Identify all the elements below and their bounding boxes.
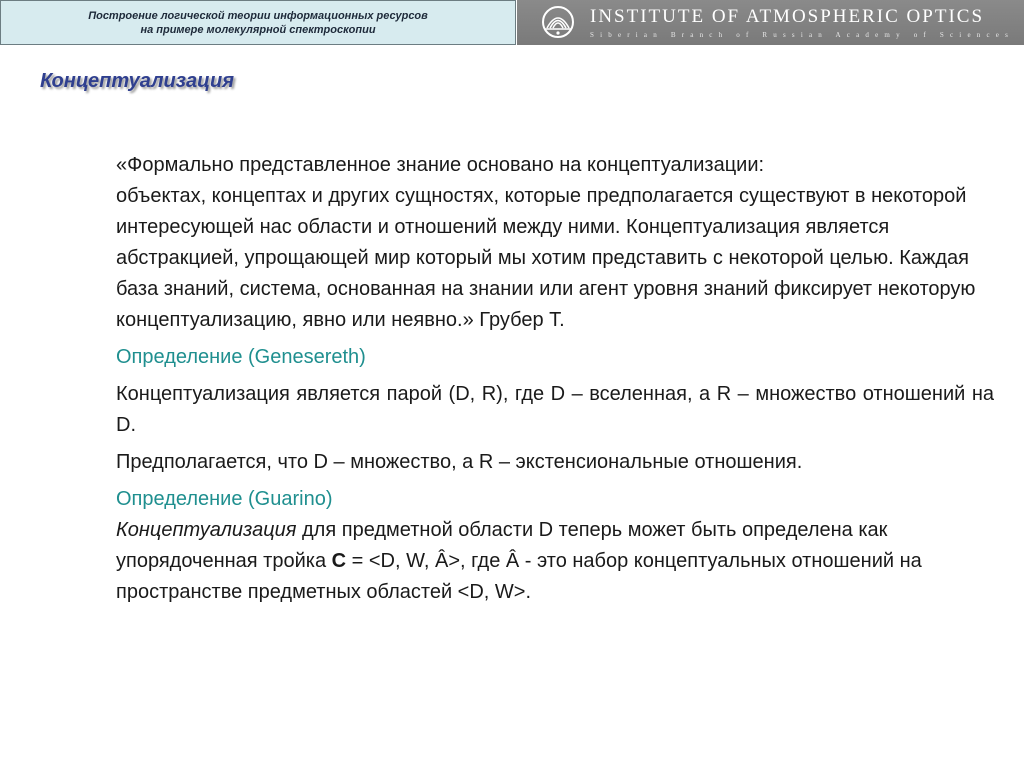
definition-genesereth-note: Предполагается, что D – множество, а R – экстенсиональные отношения. <box>116 451 803 473</box>
header-topic-line1: Построение логической теории информационных ресурсов <box>88 9 428 22</box>
institute-subtitle: Siberian Branch of Russian Academy of Sciences <box>590 31 1014 39</box>
definition-genesereth-text: Концептуализация является парой (D, R), где D – вселенная, а R – множество отношений на D. <box>116 383 994 436</box>
header-institute-panel <box>517 0 1024 45</box>
institute-name: INSTITUTE OF ATMOSPHERIC OPTICS <box>590 6 985 27</box>
definition-guarino-triple-symbol: C <box>331 550 347 572</box>
slide-title: Концептуализация <box>40 70 235 92</box>
definition-guarino-text <box>116 515 994 608</box>
header-topic-line2: на примере молекулярной спектроскопии <box>140 23 376 36</box>
definition-genesereth-heading: Определение (Genesereth) <box>116 346 366 368</box>
definition-guarino-term: Концептуализация <box>116 519 297 541</box>
header-topic-panel <box>0 0 516 45</box>
definition-guarino-text-b: = <D, W, Â>, где Â - это набор концептуальных отношений на пространстве предметных областей <D, W>. <box>116 550 922 603</box>
quote-body: объектах, концептах и других сущностях, которые предполагается существуют в некоторой интересующей нас области и отношений между ними. Концептуализация является абстракцией, упрощающей мир который мы хотим представить с некоторой целью. Каждая база знаний, система, основанная на знании или агент уровня знаний фиксирует некоторую концептуализацию, явно или неявно.» Грубер Т. <box>116 185 976 331</box>
definition-guarino-text-a: для предметной области D теперь может быть определена как упорядоченная тройка <box>116 519 888 572</box>
slide-content <box>116 150 994 614</box>
iao-shell-logo-icon <box>539 4 577 40</box>
definition-guarino-heading: Определение (Guarino) <box>116 488 333 510</box>
quote-first-line: «Формально представленное знание основано на концептуализации: <box>116 154 765 176</box>
